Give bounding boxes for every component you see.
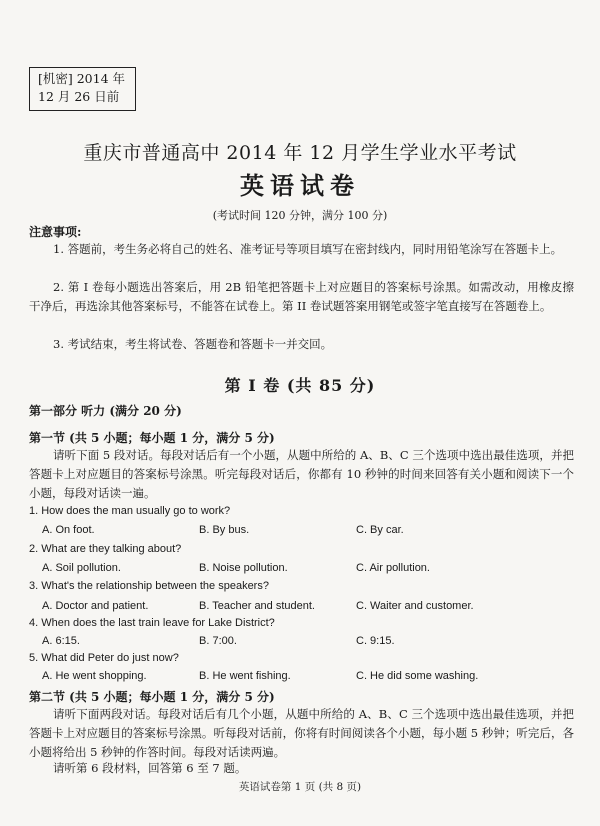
option-c: C. By car. [356, 524, 404, 536]
option-c: C. He did some washing. [356, 670, 479, 682]
section2-last-line: 请听第 6 段材料，回答第 6 至 7 题。 [53, 761, 247, 775]
option-a: A. 6:15. [42, 635, 80, 647]
section1-instructions: 请听下面 5 段对话。每段对话后有一个小题，从题中所给的 A、B、C 三个选项中选出最佳选项，并把答题卡上对应题目的答案标号涂黑。听完每段对话后，你都有 10 秒钟的时间来回答有关小题和阅读下一个小题，每段对话读一遍。 [29, 448, 574, 500]
section1-heading: 第一节 (共 5 小题；每小题 1 分，满分 5 分) [29, 431, 275, 445]
section2-heading: 第二节 (共 5 小题；每小题 1 分，满分 5 分) [29, 690, 275, 704]
option-a: A. On foot. [42, 524, 95, 536]
option-c: C. Air pollution. [356, 562, 430, 574]
section-title: 第 I 卷 (共 85 分) [224, 376, 376, 395]
option-c: C. Waiter and customer. [356, 600, 474, 612]
option-b: B. Teacher and student. [199, 600, 315, 612]
question-4: 4. When does the last train leave for Lake District? [29, 617, 275, 629]
notice-item-1: 1. 答题前，考生务必将自己的姓名、准考证号等项目填写在密封线内，同时用铅笔涂写在答题卡上。 [53, 242, 563, 256]
option-a: A. Soil pollution. [42, 562, 121, 574]
option-c: C. 9:15. [356, 635, 395, 647]
option-b: B. By bus. [199, 524, 250, 536]
notice-item-2: 2. 第 I 卷每小题选出答案后，用 2B 铅笔把答题卡上对应题目的答案标号涂黑。如需改动，用橡皮擦干净后，再选涂其他答案标号，不能答在试卷上。第 II 卷试题答案用钢笔或签字笔直接写在答题卷上。 [29, 280, 574, 313]
section2-instructions: 请听下面两段对话。每段对话后有几个小题，从题中所给的 A、B、C 三个选项中选出最佳选项，并把答题卡上对应题目的答案标号涂黑。听每段对话前，你将有时间阅读各个小题，每小题 5 秒钟；听完后，各小题将给出 5 秒钟的作答时间。每段对话读两遍。 [29, 707, 574, 759]
exam-title: 重庆市普通高中 2014 年 12 月学生学业水平考试 [83, 142, 517, 164]
question-3: 3. What's the relationship between the speakers? [29, 580, 269, 592]
exam-info: (考试时间 120 分钟，满分 100 分) [212, 209, 388, 222]
page-footer: 英语试卷第 1 页 (共 8 页) [238, 781, 362, 793]
question-2: 2. What are they talking about? [29, 543, 182, 555]
confidential-stamp-box [29, 67, 136, 111]
option-b: B. Noise pollution. [199, 562, 288, 574]
notice-heading: 注意事项: [29, 225, 82, 239]
part1-heading: 第一部分 听力 (满分 20 分) [29, 404, 182, 418]
question-1: 1. How does the man usually go to work? [29, 505, 231, 517]
notice-item-3: 3. 考试结束，考生将试卷、答题卷和答题卡一并交回。 [53, 337, 333, 351]
option-b: B. He went fishing. [199, 670, 291, 682]
option-b: B. 7:00. [199, 635, 237, 647]
question-5: 5. What did Peter do just now? [29, 652, 179, 664]
confidential-date: 12 月 26 日前 [38, 89, 120, 104]
option-a: A. He went shopping. [42, 670, 147, 682]
option-a: A. Doctor and patient. [42, 600, 149, 612]
paper-title: 英语试卷 [240, 171, 360, 200]
confidential-label: [机密] 2014 年 [38, 71, 126, 86]
